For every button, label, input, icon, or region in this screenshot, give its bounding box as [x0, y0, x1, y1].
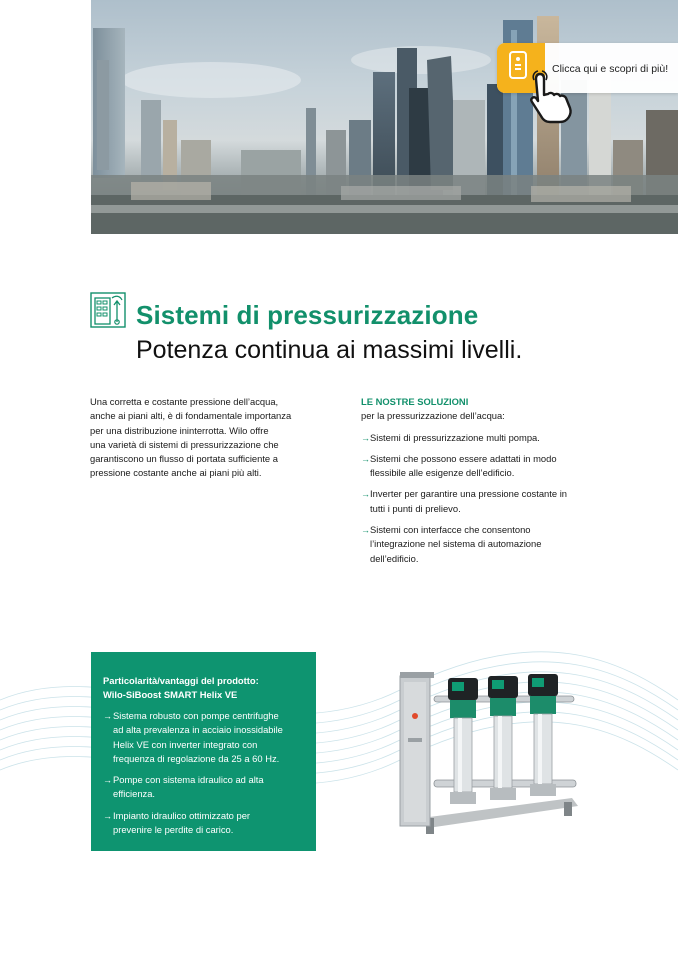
- intro-line: una varietà di sistemi di pressurizzazione che: [90, 438, 279, 450]
- intro-line: pressione costante anche ai piani più alti.: [90, 467, 262, 479]
- list-item-text: Sistemi che possono essere adattati in modo: [370, 452, 557, 464]
- intro-line: garantiscono un flusso di portata sufficiente a: [90, 453, 278, 465]
- solutions-subheading: per la pressurizzazione dell’acqua:: [361, 410, 505, 422]
- touch-hand-icon: [526, 70, 582, 126]
- pump-system-image: [392, 668, 584, 840]
- list-item-text: Sistemi di pressurizzazione multi pompa.: [370, 431, 540, 443]
- arrow-right-icon: →: [103, 775, 112, 786]
- arrow-right-icon: →: [361, 432, 370, 443]
- list-item-text: Sistemi con interfacce che consentono: [370, 524, 531, 536]
- list-item-text: l’integrazione nel sistema di automazione: [370, 538, 542, 550]
- intro-paragraph: [90, 395, 330, 481]
- list-item-text: frequenza di regolazione da 25 a 60 Hz.: [113, 752, 280, 764]
- intro-line: Una corretta e costante pressione dell’acqua,: [90, 396, 279, 407]
- list-item: [103, 809, 308, 838]
- page-title: Sistemi di pressurizzazione: [136, 300, 479, 330]
- page-subtitle: Potenza continua ai massimi livelli.: [136, 336, 523, 364]
- product-title-line: Particolarità/vantaggi del prodotto:: [103, 675, 259, 686]
- arrow-right-icon: →: [361, 453, 370, 464]
- list-item-text: prevenire le perdite di carico.: [113, 824, 234, 836]
- list-item-text: Sistema robusto con pompe centrifughe: [113, 710, 279, 721]
- arrow-right-icon: →: [103, 711, 112, 721]
- list-item-text: dell’edificio.: [370, 552, 419, 564]
- list-item-text: Pompe con sistema idraulico ad alta: [113, 774, 264, 786]
- solutions-heading: LE NOSTRE SOLUZIONI: [361, 396, 469, 407]
- list-item: [361, 452, 621, 481]
- list-item: [361, 431, 621, 445]
- building-pressure-icon: [90, 292, 126, 328]
- product-name: Wilo-SiBoost SMART Helix VE: [103, 689, 238, 700]
- product-title: [103, 674, 259, 702]
- list-item: [361, 487, 621, 516]
- list-item: [361, 523, 621, 566]
- product-benefits-list: [103, 709, 308, 844]
- list-item-text: ad alta prevalenza in acciaio inossidabile: [113, 724, 283, 736]
- solutions-section: [361, 395, 621, 573]
- solutions-list: [361, 431, 621, 566]
- hero-city-image: [91, 0, 678, 234]
- city-skyline-illustration: [91, 0, 678, 234]
- list-item-text: Helix VE con inverter integrato con: [113, 738, 258, 750]
- list-item: [103, 773, 308, 802]
- list-item: [103, 709, 308, 766]
- arrow-right-icon: →: [361, 489, 370, 500]
- intro-line: anche ai piani alti, è di fondamentale importanza: [90, 410, 292, 422]
- list-item-text: tutti i punti di prelievo.: [370, 502, 461, 514]
- intro-line: per una distribuzione ininterrotta. Wilo offre: [90, 424, 269, 436]
- product-benefits-box: [91, 652, 316, 851]
- arrow-right-icon: →: [361, 525, 370, 536]
- cta-text[interactable]: Clicca qui e scopri di più!: [552, 63, 669, 75]
- list-item-text: Inverter per garantire una pressione costante in: [370, 488, 567, 500]
- list-item-text: flessibile alle esigenze dell’edificio.: [370, 467, 515, 479]
- arrow-right-icon: →: [103, 810, 112, 821]
- list-item-text: Impianto idraulico ottimizzato per: [113, 809, 251, 821]
- list-item-text: efficienza.: [113, 788, 156, 800]
